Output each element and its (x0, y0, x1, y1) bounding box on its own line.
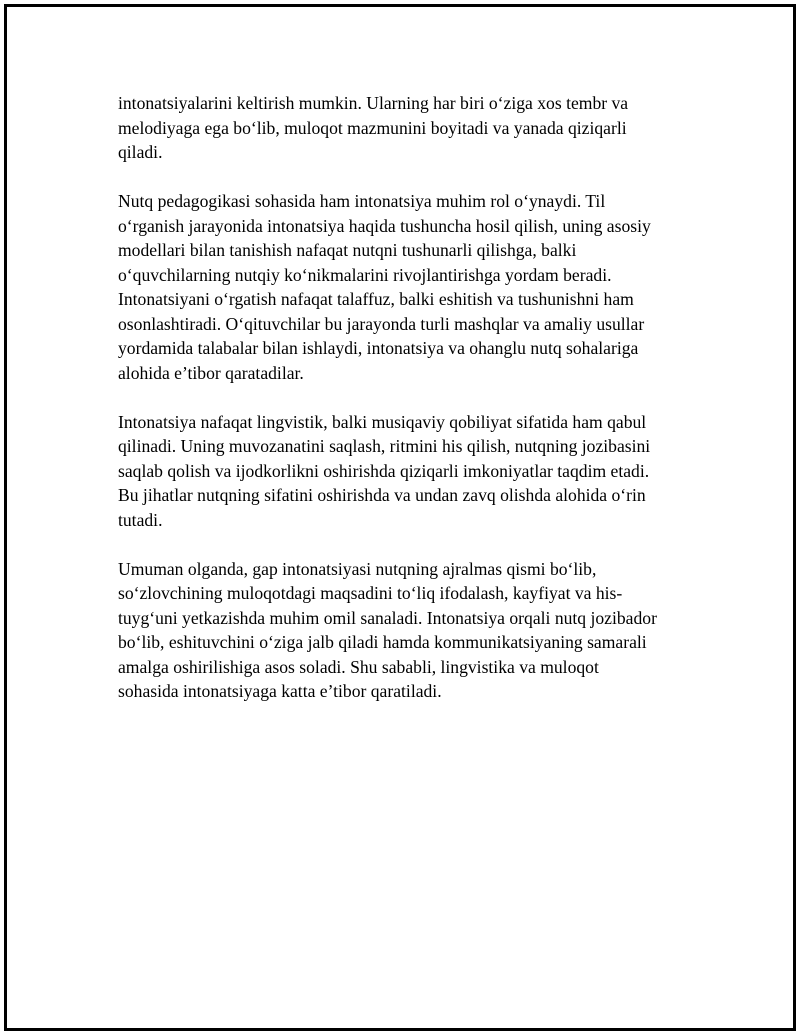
paragraph-3 (118, 410, 683, 533)
text-line: Nutq pedagogikasi sohasida ham intonatsiya muhim rol o‘ynaydi. Til (118, 191, 606, 211)
text-line: o‘rganish jarayonida intonatsiya haqida tushuncha hosil qilish, uning asosiy (118, 215, 651, 236)
paragraph-2 (118, 189, 683, 385)
text-line: alohida e’tibor qaratadilar. (118, 362, 304, 383)
paragraph-1 (118, 91, 683, 165)
text-line: o‘quvchilarning nutqiy ko‘nikmalarini rivojlantirishga yordam beradi. (118, 264, 612, 285)
text-line: Intonatsiyani o‘rgatish nafaqat talaffuz, balki eshitish va tushunishni ham (118, 289, 634, 309)
text-line: melodiyaga ega bo‘lib, muloqot mazmunini boyitadi va yanada qiziqarli (118, 117, 627, 138)
text-line: tuyg‘uni yetkazishda muhim omil sanaladi. Intonatsiya orqali nutq jozibador (118, 607, 657, 628)
text-line: Bu jihatlar nutqning sifatini oshirishda va undan zavq olishda alohida o‘rin (118, 485, 646, 505)
text-line: so‘zlovchining muloqotdagi maqsadini to‘liq ifodalash, kayfiyat va his- (118, 583, 623, 603)
text-line: Umuman olganda, gap intonatsiyasi nutqning ajralmas qismi bo‘lib, (118, 558, 597, 579)
text-line: qiladi. (118, 142, 163, 162)
text-line: saqlab qolish va ijodkorlikni oshirishda qiziqarli imkoniyatlar taqdim etadi. (118, 460, 650, 481)
text-line: osonlashtiradi. O‘qituvchilar bu jarayonda turli mashqlar va amaliy usullar (118, 313, 645, 334)
text-line: Intonatsiya nafaqat lingvistik, balki musiqaviy qobiliyat sifatida ham qabul (118, 411, 647, 432)
text-line: modellari bilan tanishish nafaqat nutqni tushunarli qilishga, balki (118, 240, 577, 260)
text-line: sohasida intonatsiyaga katta e’tibor qaratiladi. (118, 681, 442, 701)
document-body (118, 91, 683, 728)
text-line: qilinadi. Uning muvozanatini saqlash, ritmini his qilish, nutqning jozibasini (118, 436, 651, 456)
text-line: intonatsiyalarini keltirish mumkin. Ularning har biri o‘ziga xos tembr va (118, 93, 629, 113)
text-line: bo‘lib, eshituvchini o‘ziga jalb qiladi hamda kommunikatsiyaning samarali (118, 632, 647, 652)
text-line: amalga oshirilishiga asos soladi. Shu sababli, lingvistika va muloqot (118, 656, 599, 677)
text-line: yordamida talabalar bilan ishlaydi, intonatsiya va ohanglu nutq sohalariga (118, 338, 639, 358)
paragraph-4 (118, 557, 683, 704)
text-line: tutadi. (118, 509, 163, 530)
